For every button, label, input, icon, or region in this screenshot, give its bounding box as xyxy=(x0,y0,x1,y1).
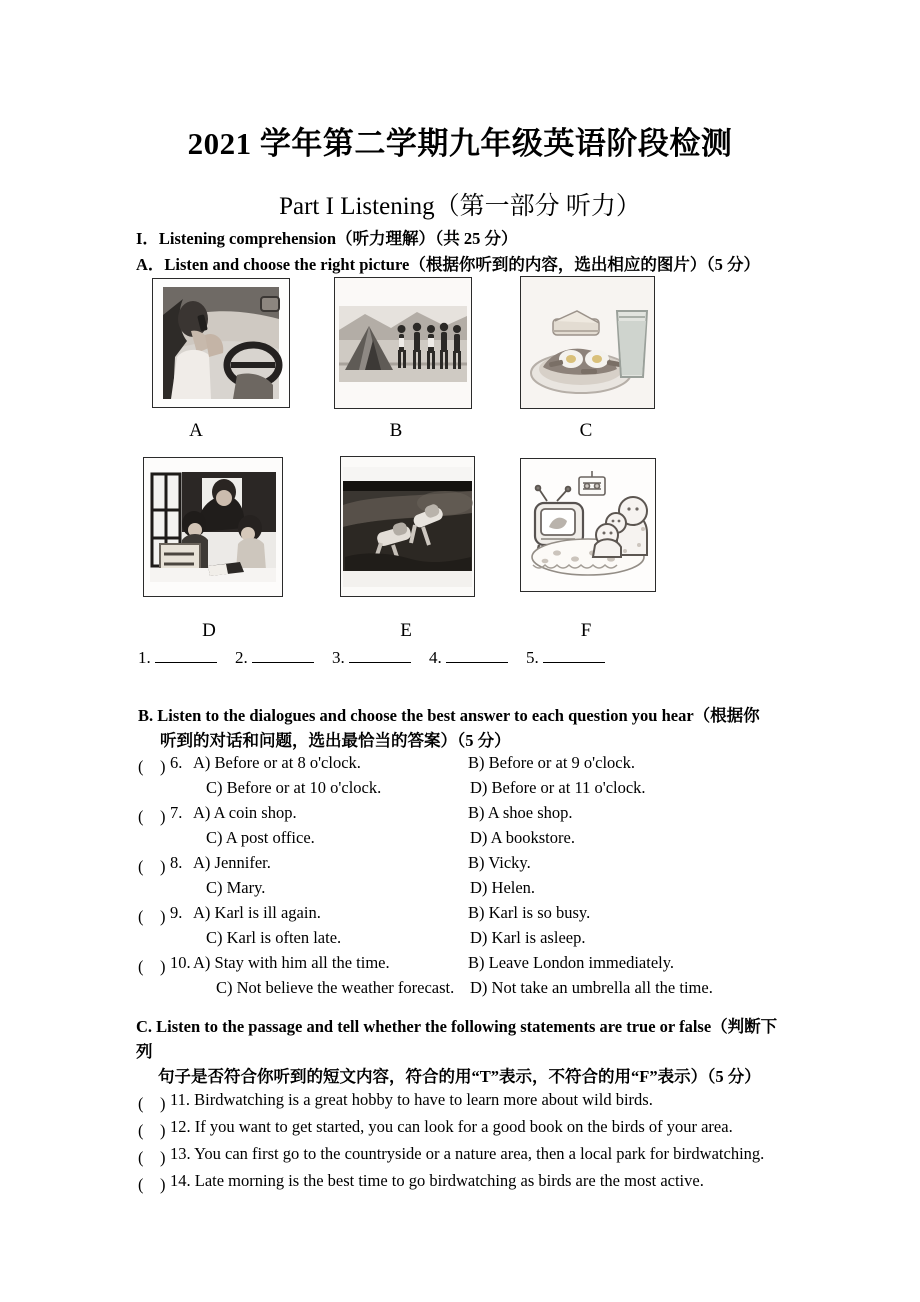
answer-bracket-7[interactable]: ( ) xyxy=(138,807,166,826)
blank-line-2[interactable] xyxy=(252,649,314,663)
answer-bracket-14[interactable]: ( ) xyxy=(138,1175,166,1194)
picture-label-a: A xyxy=(189,420,203,441)
statement-text-14: 14. Late morning is the best time to go birdwatching as birds are the most active. xyxy=(170,1171,704,1190)
option-10-b[interactable]: B) Leave London immediately. xyxy=(468,953,675,972)
option-8-b[interactable]: B) Vicky. xyxy=(468,853,531,872)
telescopes-landscape-icon xyxy=(341,457,474,596)
option-6-b[interactable]: B) Before or at 9 o'clock. xyxy=(468,753,635,772)
statement-row-14[interactable] xyxy=(138,1171,858,1197)
picture-e xyxy=(340,456,475,597)
picture-d xyxy=(143,457,283,597)
picture-label-e: E xyxy=(400,620,412,641)
picture-label-b: B xyxy=(389,420,403,441)
statement-row-12[interactable] xyxy=(138,1117,858,1143)
answer-bracket-10[interactable]: ( ) xyxy=(138,957,166,976)
question-number-9: 9. xyxy=(170,903,183,922)
section-1-heading: I．Listening comprehension（听力理解）（共 25 分） xyxy=(136,229,518,248)
question-row-8b[interactable] xyxy=(138,878,838,903)
option-7-b[interactable]: B) A shoe shop. xyxy=(468,803,573,822)
option-6-c[interactable]: C) Before or at 10 o'clock. xyxy=(206,778,382,797)
blank-label-1: 1. xyxy=(138,648,151,667)
picture-a xyxy=(152,278,290,408)
blank-label-2: 2. xyxy=(235,648,248,667)
blank-line-4[interactable] xyxy=(446,649,508,663)
section-b-heading-line1: B. Listen to the dialogues and choose the best answer to each question you hear（根据你 xyxy=(138,706,760,725)
answer-bracket-13[interactable]: ( ) xyxy=(138,1148,166,1167)
picture-label-f: F xyxy=(580,620,592,641)
option-7-a[interactable]: A) A coin shop. xyxy=(193,803,297,822)
option-9-d[interactable]: D) Karl is asleep. xyxy=(470,928,586,947)
section-b-heading-line2: 听到的对话和问题，选出最恰当的答案）（5 分） xyxy=(160,731,511,750)
woman-in-car-on-phone-icon xyxy=(153,279,289,407)
picture-f xyxy=(520,458,656,592)
statement-row-13[interactable] xyxy=(138,1144,858,1170)
question-number-8: 8. xyxy=(170,853,183,872)
blank-label-5: 5. xyxy=(526,648,539,667)
blank-label-3: 3. xyxy=(332,648,345,667)
blank-label-4: 4. xyxy=(429,648,442,667)
section-c-heading-line2: 列 xyxy=(136,1042,153,1061)
question-row-9a[interactable] xyxy=(138,903,838,928)
picture-label-d: D xyxy=(202,620,216,641)
option-10-d[interactable]: D) Not take an umbrella all the time. xyxy=(470,978,713,997)
breakfast-plate-icon xyxy=(521,277,654,408)
question-row-7a[interactable] xyxy=(138,803,838,828)
page-title: 2021 学年第二学期九年级英语阶段检测 xyxy=(187,126,733,161)
answer-bracket-11[interactable]: ( ) xyxy=(138,1094,166,1113)
question-row-7b[interactable] xyxy=(138,828,838,853)
option-8-c[interactable]: C) Mary. xyxy=(206,878,266,897)
statement-text-12: 12. If you want to get started, you can look for a good book on the birds of your area. xyxy=(170,1117,733,1136)
question-number-10: 10. xyxy=(170,953,191,972)
family-reading-by-window-icon xyxy=(144,458,282,596)
option-9-c[interactable]: C) Karl is often late. xyxy=(206,928,342,947)
question-row-8a[interactable] xyxy=(138,853,838,878)
statement-text-11: 11. Birdwatching is a great hobby to have to learn more about wild birds. xyxy=(170,1090,653,1109)
answer-bracket-8[interactable]: ( ) xyxy=(138,857,166,876)
option-7-c[interactable]: C) A post office. xyxy=(206,828,315,847)
option-9-a[interactable]: A) Karl is ill again. xyxy=(193,903,321,922)
option-6-a[interactable]: A) Before or at 8 o'clock. xyxy=(193,753,361,772)
question-number-6: 6. xyxy=(170,753,183,772)
option-8-a[interactable]: A) Jennifer. xyxy=(193,853,271,872)
option-8-d[interactable]: D) Helen. xyxy=(470,878,536,897)
cartoon-family-watching-tv-icon xyxy=(521,459,655,591)
section-c-heading-line3: 句子是否符合你听到的短文内容，符合的用“T”表示，不符合的用“F”表示）（5 分） xyxy=(158,1067,761,1086)
part-heading: Part I Listening（第一部分 听力） xyxy=(279,193,641,220)
answer-bracket-6[interactable]: ( ) xyxy=(138,757,166,776)
blank-line-1[interactable] xyxy=(155,649,217,663)
option-9-b[interactable]: B) Karl is so busy. xyxy=(468,903,591,922)
option-7-d[interactable]: D) A bookstore. xyxy=(470,828,575,847)
answer-blanks-row[interactable] xyxy=(138,648,619,668)
question-row-10b[interactable] xyxy=(138,978,838,1003)
picture-label-c: C xyxy=(579,420,593,441)
question-row-9b[interactable] xyxy=(138,928,838,953)
statement-row-11[interactable] xyxy=(138,1090,858,1116)
campers-with-tent-icon xyxy=(335,278,471,408)
option-10-c[interactable]: C) Not believe the weather forecast. xyxy=(216,978,455,997)
question-number-7: 7. xyxy=(170,803,183,822)
blank-line-5[interactable] xyxy=(543,649,605,663)
question-row-10a[interactable] xyxy=(138,953,838,978)
section-c-heading-line1: C. Listen to the passage and tell whether the following statements are true or false（判断下 xyxy=(136,1017,778,1036)
answer-bracket-12[interactable]: ( ) xyxy=(138,1121,166,1140)
question-row-6a[interactable] xyxy=(138,753,838,778)
blank-line-3[interactable] xyxy=(349,649,411,663)
picture-c xyxy=(520,276,655,409)
answer-bracket-9[interactable]: ( ) xyxy=(138,907,166,926)
section-c-heading xyxy=(136,1014,816,1089)
section-b-heading xyxy=(138,703,798,753)
option-10-a[interactable]: A) Stay with him all the time. xyxy=(193,953,390,972)
option-6-d[interactable]: D) Before or at 11 o'clock. xyxy=(470,778,646,797)
section-a-heading: A．Listen and choose the right picture（根据你听到的内容，选出相应的图片）（5 分） xyxy=(136,255,760,274)
statement-text-13: 13. You can first go to the countryside or a nature area, then a local park for birdwatching. xyxy=(170,1144,765,1163)
picture-b xyxy=(334,277,472,409)
question-row-6b[interactable] xyxy=(138,778,838,803)
